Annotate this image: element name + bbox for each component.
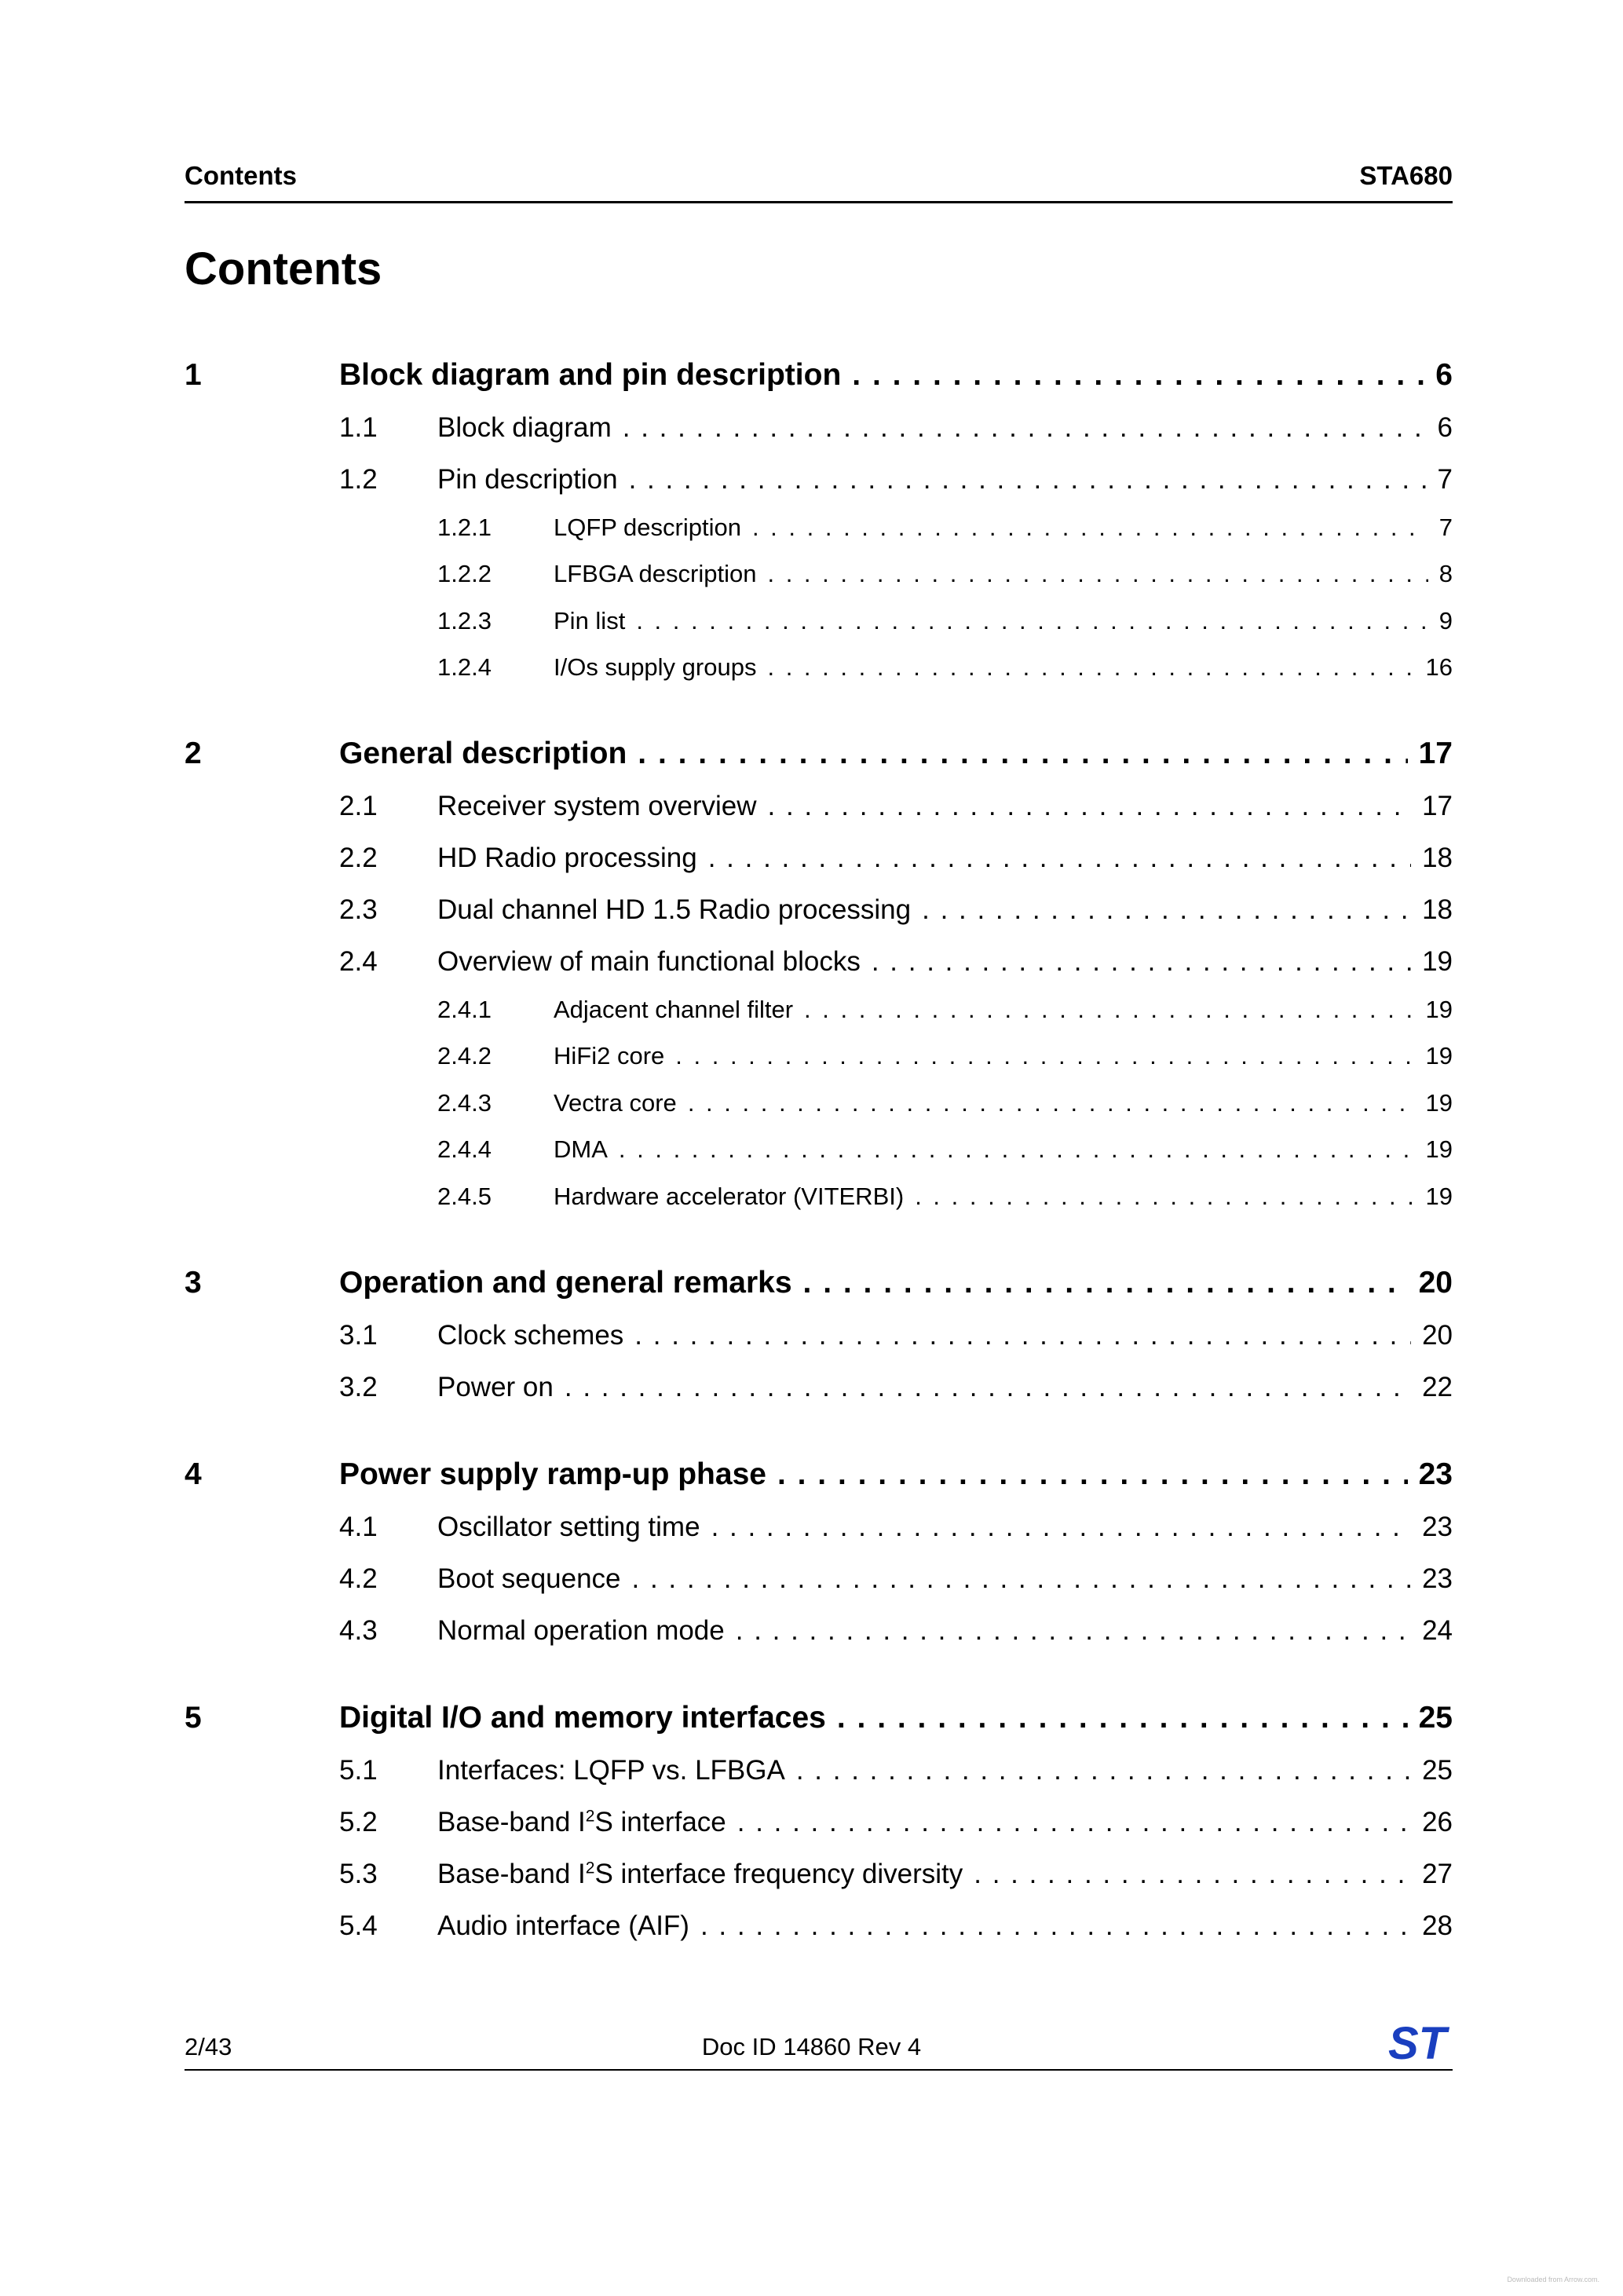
toc-page: 20 — [1418, 1266, 1453, 1300]
leader-dots — [767, 653, 1414, 682]
leader-dots — [708, 843, 1411, 874]
toc-page: 19 — [1425, 1042, 1453, 1069]
toc-number: 2.4.3 — [437, 1089, 492, 1117]
toc-number: 2.4.5 — [437, 1183, 492, 1210]
toc-entry-2-4-1[interactable] — [185, 986, 1453, 1033]
toc-number: 1.2.1 — [437, 514, 492, 541]
st-logo-text: ST — [1387, 2020, 1447, 2065]
toc-page: 23 — [1422, 1563, 1453, 1594]
toc-title: DMA — [554, 1135, 608, 1163]
toc-number: 2.1 — [339, 791, 378, 821]
toc-title: Power on — [437, 1372, 554, 1402]
leader-dots — [634, 1320, 1411, 1351]
toc-entry-3-2[interactable] — [185, 1364, 1453, 1411]
toc-title: General description — [339, 737, 627, 770]
leader-dots — [623, 412, 1427, 444]
toc-number: 5.3 — [339, 1859, 378, 1889]
toc-title: Audio interface (AIF) — [437, 1910, 689, 1941]
toc-title: Base-band $I^2S$ interface — [437, 1807, 726, 1837]
toc-number: 3.1 — [339, 1320, 378, 1351]
toc-page: 18 — [1422, 843, 1453, 873]
leader-dots — [736, 1615, 1411, 1647]
toc-number: 2.3 — [339, 894, 378, 925]
toc-page: 19 — [1425, 1089, 1453, 1117]
toc-number: 5.4 — [339, 1910, 378, 1941]
toc-page: 18 — [1422, 894, 1453, 925]
toc-title: Receiver system overview — [437, 791, 757, 821]
toc-number: 5.2 — [339, 1807, 378, 1837]
toc-page: 7 — [1437, 464, 1453, 495]
toc-number: 1.1 — [339, 412, 378, 443]
toc-number: 2 — [185, 737, 202, 770]
toc-entry-1-2-1[interactable] — [185, 504, 1453, 551]
toc-number: 3 — [185, 1266, 202, 1300]
toc-title: Block diagram — [437, 412, 612, 443]
leader-dots — [796, 1755, 1411, 1786]
toc-entry-4[interactable] — [185, 1451, 1453, 1498]
toc-number: 2.4 — [339, 946, 378, 977]
toc-page: 23 — [1422, 1512, 1453, 1542]
toc-number: 1.2.4 — [437, 653, 492, 681]
toc-title: HD Radio processing — [437, 843, 697, 873]
leader-dots — [737, 1807, 1411, 1838]
toc-entry-3-1[interactable] — [185, 1312, 1453, 1359]
toc-entry-2[interactable] — [185, 730, 1453, 777]
toc-number: 4.2 — [339, 1563, 378, 1594]
toc-entry-1-1[interactable] — [185, 404, 1453, 452]
toc-entry-2-4-5[interactable] — [185, 1173, 1453, 1220]
toc-title: Digital I/O and memory interfaces — [339, 1701, 826, 1735]
footer-doc-id: Doc ID 14860 Rev 4 — [701, 2033, 922, 2060]
toc-number: 2.4.4 — [437, 1135, 492, 1163]
leader-dots — [700, 1910, 1411, 1942]
toc-title: Base-band $I^2S$ interface frequency diversity — [437, 1859, 963, 1889]
leader-dots — [688, 1089, 1415, 1117]
header-part-number: STA680 — [1359, 161, 1453, 190]
toc-entry-2-4-2[interactable] — [185, 1033, 1453, 1080]
toc-title: Adjacent channel filter — [554, 996, 794, 1023]
toc-entry-2-3[interactable] — [185, 887, 1453, 934]
toc-page: 7 — [1438, 514, 1453, 541]
toc-page: 20 — [1422, 1320, 1453, 1351]
toc-entry-5-4[interactable] — [185, 1903, 1453, 1950]
leader-dots — [629, 464, 1427, 495]
leader-dots — [768, 791, 1412, 822]
leader-dots — [711, 1512, 1412, 1543]
toc-title: Hardware accelerator (VITERBI) — [554, 1183, 905, 1210]
leader-dots — [638, 737, 1407, 771]
toc-entry-4-2[interactable] — [185, 1556, 1453, 1603]
leader-dots — [619, 1135, 1415, 1164]
toc-number: 5.1 — [339, 1755, 378, 1786]
toc-number: 1.2.2 — [437, 560, 492, 587]
toc-page: 26 — [1422, 1807, 1453, 1837]
toc-title: Clock schemes — [437, 1320, 624, 1351]
toc-page: 28 — [1422, 1910, 1453, 1941]
toc-title: Dual channel HD 1.5 Radio processing — [437, 894, 912, 925]
toc-page: 23 — [1418, 1457, 1453, 1491]
header-rule — [185, 201, 1453, 203]
leader-dots — [922, 894, 1411, 926]
toc-number: 4 — [185, 1457, 202, 1491]
toc-page: 19 — [1425, 996, 1453, 1023]
toc-entry-1-2[interactable] — [185, 456, 1453, 503]
toc-entry-4-1[interactable] — [185, 1504, 1453, 1551]
toc-page: 17 — [1418, 737, 1453, 770]
toc-entry-2-1[interactable] — [185, 783, 1453, 830]
toc-entry-5[interactable] — [185, 1695, 1453, 1742]
leader-dots — [636, 607, 1427, 635]
toc-entry-1-2-2[interactable] — [185, 550, 1453, 598]
toc-title: Interfaces: LQFP vs. LFBGA — [437, 1755, 785, 1786]
toc-page: 17 — [1422, 791, 1453, 821]
toc-title: Pin description — [437, 464, 618, 495]
toc-title: Power supply ramp-up phase — [339, 1457, 766, 1491]
toc-entry-5-3[interactable] — [185, 1851, 1453, 1898]
toc-page: 25 — [1418, 1701, 1453, 1735]
toc-entry-1[interactable] — [185, 352, 1453, 399]
toc-number: 1.2 — [339, 464, 378, 495]
toc-entry-3[interactable] — [185, 1260, 1453, 1307]
toc-title: HiFi2 core — [554, 1042, 665, 1069]
toc-page: 16 — [1425, 653, 1453, 681]
toc-number: 2.4.2 — [437, 1042, 492, 1069]
toc-entry-2-4-4[interactable] — [185, 1126, 1453, 1173]
leader-dots — [915, 1183, 1414, 1211]
toc-title: Normal operation mode — [437, 1615, 725, 1646]
footer-page-number: 2/43 — [185, 2033, 232, 2060]
toc-number: 4.1 — [339, 1512, 378, 1542]
toc-page: 19 — [1425, 1183, 1453, 1210]
toc-number: 1 — [185, 358, 202, 392]
toc-entry-2-2[interactable] — [185, 835, 1453, 882]
toc-title: LFBGA description — [554, 560, 757, 587]
toc-number: 4.3 — [339, 1615, 378, 1646]
toc-title: Block diagram and pin description — [339, 358, 842, 392]
toc-number: 2.4.1 — [437, 996, 492, 1023]
toc-entry-4-3[interactable] — [185, 1607, 1453, 1654]
toc-title: I/Os supply groups — [554, 653, 757, 681]
toc-page: 6 — [1435, 358, 1453, 392]
toc-title: Pin list — [554, 607, 626, 634]
leader-dots — [565, 1372, 1411, 1403]
header-section-title: Contents — [185, 161, 297, 190]
leader-dots — [777, 1457, 1408, 1492]
toc-number: 3.2 — [339, 1372, 378, 1402]
toc-title: LQFP description — [554, 514, 741, 541]
leader-dots — [804, 996, 1414, 1024]
toc-page: 27 — [1422, 1859, 1453, 1889]
toc-entry-5-1[interactable] — [185, 1747, 1453, 1794]
toc-title: Overview of main functional blocks — [437, 946, 861, 977]
toc-entry-2-4[interactable] — [185, 938, 1453, 985]
toc-number: 1.2.3 — [437, 607, 492, 634]
footer-rule — [185, 2069, 1453, 2071]
leader-dots — [872, 946, 1411, 978]
toc-number: 5 — [185, 1701, 202, 1735]
toc-entry-2-4-3[interactable] — [185, 1080, 1453, 1127]
watermark: Downloaded from Arrow.com. — [1507, 2276, 1599, 2283]
leader-dots — [837, 1701, 1408, 1735]
toc-entry-1-2-4[interactable] — [185, 644, 1453, 691]
toc-title: Operation and general remarks — [339, 1266, 792, 1300]
toc-title: Vectra core — [554, 1089, 677, 1117]
toc-page: 9 — [1438, 607, 1453, 634]
toc-page: 6 — [1437, 412, 1453, 443]
toc-page: 24 — [1422, 1615, 1453, 1646]
toc-page: 19 — [1422, 946, 1453, 977]
toc-entry-1-2-3[interactable] — [185, 598, 1453, 645]
page-title: Contents — [185, 243, 382, 294]
toc-number: 2.2 — [339, 843, 378, 873]
leader-dots — [752, 514, 1428, 542]
toc-page: 8 — [1438, 560, 1453, 587]
toc-page: 22 — [1422, 1372, 1453, 1402]
toc-page: 25 — [1422, 1755, 1453, 1786]
toc-title: Oscillator setting time — [437, 1512, 700, 1542]
leader-dots — [767, 560, 1427, 588]
leader-dots — [632, 1563, 1412, 1595]
toc-page: 19 — [1425, 1135, 1453, 1163]
leader-dots — [675, 1042, 1414, 1070]
leader-dots — [974, 1859, 1411, 1890]
toc-entry-5-2[interactable] — [185, 1799, 1453, 1846]
toc-title: Boot sequence — [437, 1563, 621, 1594]
leader-dots — [803, 1266, 1408, 1300]
st-logo-icon — [1382, 2020, 1453, 2065]
leader-dots — [852, 358, 1424, 393]
